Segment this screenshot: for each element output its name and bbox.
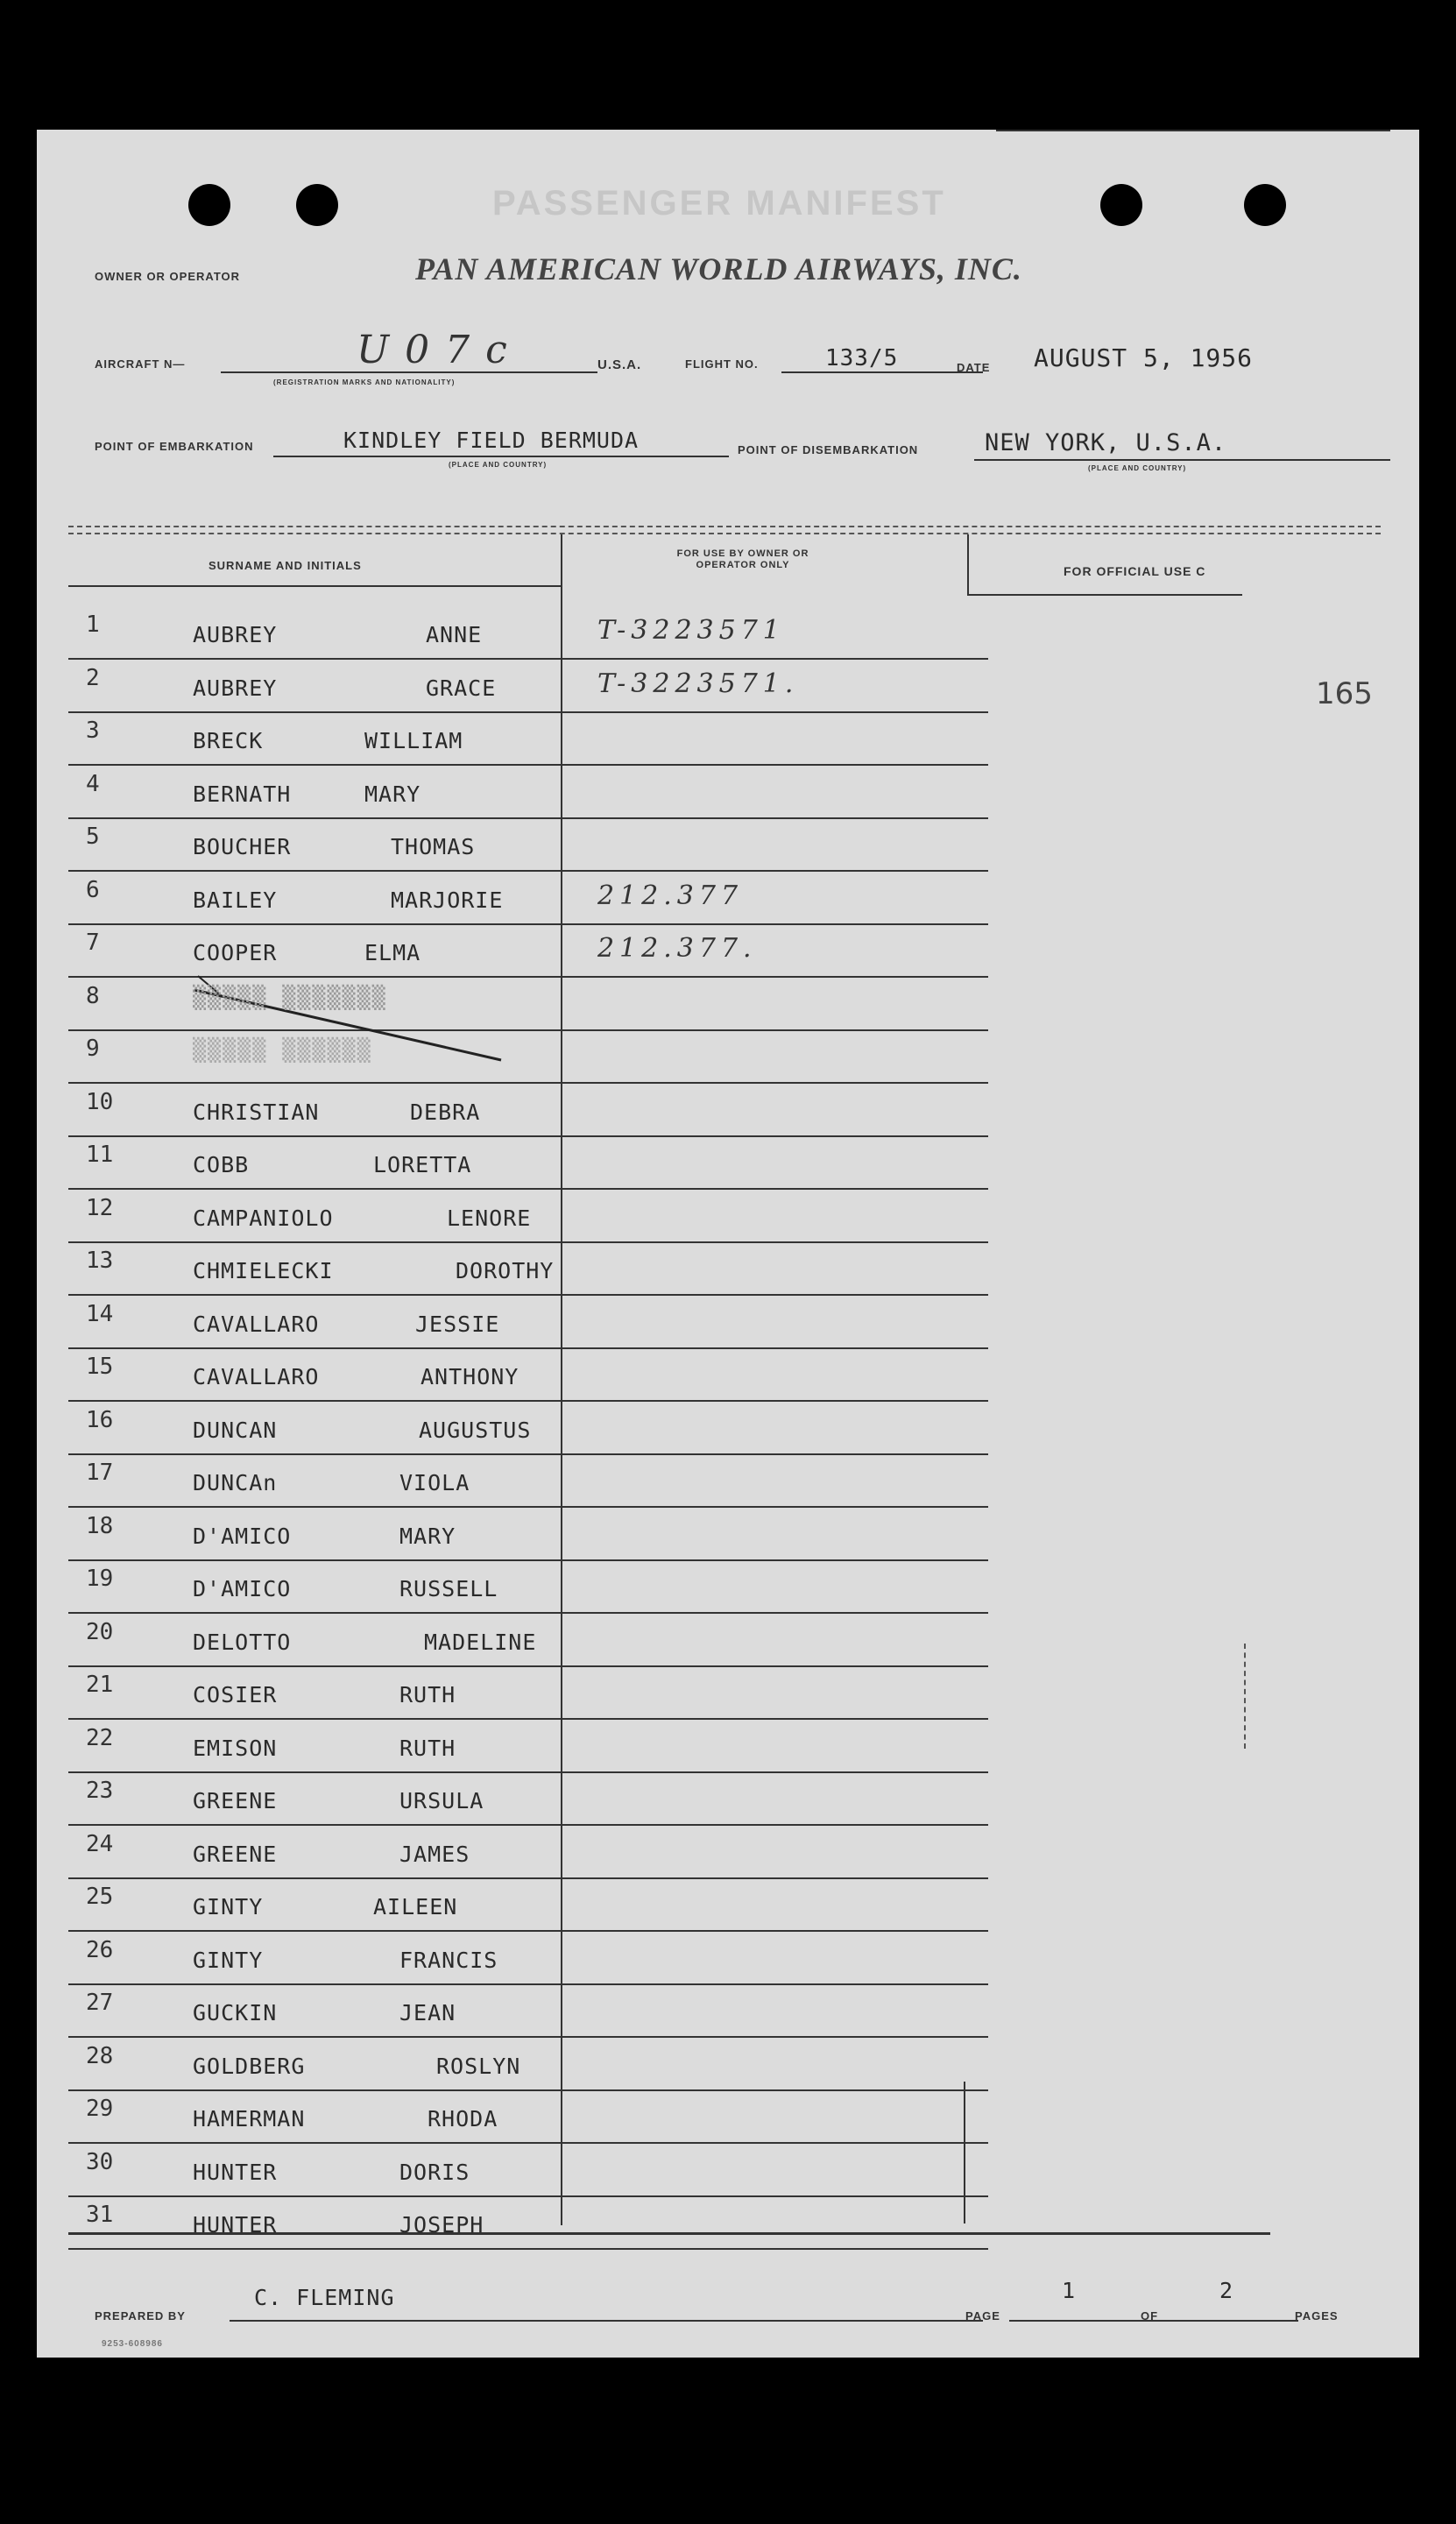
passenger-surname: GUCKIN xyxy=(193,2000,278,2026)
row-number: 10 xyxy=(86,1089,114,1115)
table-row xyxy=(37,1614,1000,1667)
passenger-surname: BRECK xyxy=(193,728,264,753)
row-number: 28 xyxy=(86,2043,114,2069)
passenger-given-name: AILEEN xyxy=(373,1894,458,1920)
passenger-given-name: LENORE xyxy=(447,1205,532,1231)
table-row xyxy=(37,1242,1000,1296)
passenger-given-name: JAMES xyxy=(399,1842,470,1867)
table-row xyxy=(37,1136,1000,1190)
row-number: 18 xyxy=(86,1513,114,1539)
struck-entry: ▒▒▒▒▒ ▒▒▒▒▒▒ xyxy=(193,1037,372,1063)
passenger-given-name: DOROTHY xyxy=(456,1258,555,1283)
side-number: 165 xyxy=(1316,676,1373,711)
passenger-given-name: RUSSELL xyxy=(399,1576,498,1601)
table-row xyxy=(37,1190,1000,1243)
column-divider xyxy=(1244,1644,1246,1749)
passenger-given-name: JEAN xyxy=(399,2000,456,2026)
owner-label: OWNER OR OPERATOR xyxy=(95,270,241,283)
passenger-given-name: DORIS xyxy=(399,2160,470,2185)
passenger-given-name: THOMAS xyxy=(391,834,476,859)
row-rule xyxy=(68,2248,988,2250)
table-row xyxy=(37,1084,1000,1137)
passenger-surname: AUBREY xyxy=(193,622,278,647)
passenger-surname: DUNCAN xyxy=(193,1418,278,1443)
passenger-given-name: GRACE xyxy=(426,675,497,701)
passenger-given-name: ROSLYN xyxy=(436,2054,521,2079)
manifest-sheet xyxy=(37,130,1419,2358)
row-number: 25 xyxy=(86,1884,114,1910)
passenger-surname: BOUCHER xyxy=(193,834,292,859)
passenger-given-name: RHODA xyxy=(428,2106,498,2132)
passenger-surname: HAMERMAN xyxy=(193,2106,306,2132)
table-row xyxy=(37,1984,1000,2038)
passenger-given-name: AUGUSTUS xyxy=(419,1418,532,1443)
embark-label: POINT OF EMBARKATION xyxy=(95,440,254,453)
row-number: 5 xyxy=(86,824,100,850)
table-top-rule xyxy=(68,526,1381,527)
table-row xyxy=(37,1508,1000,1561)
row-number: 23 xyxy=(86,1778,114,1804)
row-number: 29 xyxy=(86,2096,114,2122)
row-number: 27 xyxy=(86,1990,114,2016)
passenger-surname: GREENE xyxy=(193,1788,278,1813)
row-number: 31 xyxy=(86,2202,114,2228)
table-row xyxy=(37,2196,1000,2250)
table-row xyxy=(37,712,1000,766)
table-row xyxy=(37,1454,1000,1508)
table-row xyxy=(37,1826,1000,1879)
of-label: OF xyxy=(1141,2309,1159,2323)
col-header-official: FOR OFFICIAL USE C xyxy=(1064,564,1206,578)
disembark-value: NEW YORK, U.S.A. xyxy=(985,429,1227,456)
passenger-surname: COSIER xyxy=(193,1682,278,1707)
operator-note: T-3223571. xyxy=(597,668,799,699)
passenger-surname: BAILEY xyxy=(193,887,278,913)
table-row xyxy=(37,2090,1000,2144)
passenger-surname: D'AMICO xyxy=(193,1524,292,1549)
passenger-given-name: WILLIAM xyxy=(364,728,463,753)
owner-name: PAN AMERICAN WORLD AIRWAYS, INC. xyxy=(415,251,1022,286)
table-row xyxy=(37,606,1000,660)
passenger-given-name: JOSEPH xyxy=(399,2212,484,2238)
passenger-given-name: ANNE xyxy=(426,622,483,647)
passenger-given-name: RUTH xyxy=(399,1682,456,1707)
table-row xyxy=(37,660,1000,713)
page-label: PAGE xyxy=(965,2309,1000,2323)
passenger-surname: GREENE xyxy=(193,1842,278,1867)
passenger-given-name: ELMA xyxy=(364,940,421,965)
row-number: 9 xyxy=(86,1036,100,1062)
manifest-title: PASSENGER MANIFEST xyxy=(492,184,946,223)
passenger-surname: GINTY xyxy=(193,1894,264,1920)
passenger-given-name: URSULA xyxy=(399,1788,484,1813)
aircraft-sub: (REGISTRATION MARKS AND NATIONALITY) xyxy=(273,378,456,386)
row-number: 15 xyxy=(86,1354,114,1380)
passenger-given-name: JESSIE xyxy=(415,1311,500,1337)
row-number: 30 xyxy=(86,2149,114,2175)
disembark-sub: (PLACE AND COUNTRY) xyxy=(1088,464,1187,472)
passenger-surname: COOPER xyxy=(193,940,278,965)
passenger-surname: GINTY xyxy=(193,1948,264,1973)
passenger-surname: CHRISTIAN xyxy=(193,1099,320,1125)
row-number: 21 xyxy=(86,1672,114,1698)
date-label: DATE xyxy=(957,361,991,374)
passenger-surname: CAMPANIOLO xyxy=(193,1205,334,1231)
row-number: 11 xyxy=(86,1142,114,1168)
passenger-surname: GOLDBERG xyxy=(193,2054,306,2079)
passenger-surname: AUBREY xyxy=(193,675,278,701)
column-divider xyxy=(967,534,969,596)
pages-label: PAGES xyxy=(1295,2309,1339,2323)
row-number: 20 xyxy=(86,1619,114,1645)
passenger-given-name: LORETTA xyxy=(373,1152,472,1177)
table-row xyxy=(37,1030,1000,1084)
passenger-given-name: DEBRA xyxy=(410,1099,481,1125)
table-row xyxy=(37,1772,1000,1826)
aircraft-value: U07c xyxy=(357,328,523,372)
passenger-surname: EMISON xyxy=(193,1736,278,1761)
disembark-label: POINT OF DISEMBARKATION xyxy=(738,443,919,456)
punch-hole xyxy=(296,184,338,226)
passenger-given-name: VIOLA xyxy=(399,1470,470,1495)
table-row xyxy=(37,2038,1000,2091)
usa-label: U.S.A. xyxy=(597,357,642,372)
row-number: 22 xyxy=(86,1725,114,1751)
punch-hole xyxy=(1244,184,1286,226)
table-row xyxy=(37,766,1000,819)
passenger-given-name: MADELINE xyxy=(424,1630,537,1655)
passenger-given-name: RUTH xyxy=(399,1736,456,1761)
operator-note: 212.377. xyxy=(597,933,757,964)
passenger-surname: DELOTTO xyxy=(193,1630,292,1655)
table-row xyxy=(37,872,1000,925)
row-number: 14 xyxy=(86,1301,114,1327)
passenger-surname: BERNATH xyxy=(193,781,292,807)
col-header-owner: FOR USE BY OWNER OR OPERATOR ONLY xyxy=(676,548,809,570)
row-number: 1 xyxy=(86,612,100,638)
table-row xyxy=(37,1720,1000,1773)
row-number: 26 xyxy=(86,1937,114,1963)
table-row xyxy=(37,1296,1000,1349)
aircraft-label: AIRCRAFT N— xyxy=(95,357,186,371)
row-number: 19 xyxy=(86,1566,114,1592)
passenger-surname: CHMIELECKI xyxy=(193,1258,334,1283)
passenger-given-name: ANTHONY xyxy=(421,1364,519,1389)
of-value: 2 xyxy=(1219,2278,1234,2303)
punch-hole xyxy=(1100,184,1142,226)
row-number: 6 xyxy=(86,877,100,903)
passenger-surname: DUNCAn xyxy=(193,1470,278,1495)
embark-value: KINDLEY FIELD BERMUDA xyxy=(343,428,640,453)
page-value: 1 xyxy=(1062,2278,1077,2303)
operator-note: 212.377 xyxy=(597,880,744,911)
row-number: 3 xyxy=(86,718,100,744)
row-number: 2 xyxy=(86,665,100,691)
row-number: 4 xyxy=(86,771,100,797)
passenger-surname: COBB xyxy=(193,1152,250,1177)
passenger-given-name: MARJORIE xyxy=(391,887,504,913)
struck-entry: ▒▒▒▒▒ ▒▒▒▒▒▒▒ xyxy=(193,985,387,1010)
punch-hole xyxy=(188,184,230,226)
embark-sub: (PLACE AND COUNTRY) xyxy=(449,461,548,469)
passenger-surname: HUNTER xyxy=(193,2160,278,2185)
row-number: 7 xyxy=(86,930,100,956)
passenger-surname: CAVALLARO xyxy=(193,1364,320,1389)
flight-label: FLIGHT NO. xyxy=(685,357,759,371)
table-row xyxy=(37,1348,1000,1402)
table-row xyxy=(37,924,1000,978)
prepared-label: PREPARED BY xyxy=(95,2309,186,2323)
form-number: 9253-608986 xyxy=(102,2339,163,2349)
row-number: 13 xyxy=(86,1248,114,1274)
operator-note: T-3223571 xyxy=(597,615,785,646)
row-number: 8 xyxy=(86,983,100,1009)
passenger-given-name: MARY xyxy=(399,1524,456,1549)
table-row xyxy=(37,1878,1000,1932)
col-header-name: SURNAME AND INITIALS xyxy=(209,559,362,572)
flight-value: 133/5 xyxy=(825,345,899,371)
passenger-given-name: FRANCIS xyxy=(399,1948,498,1973)
prepared-value: C. FLEMING xyxy=(254,2285,395,2310)
table-row xyxy=(37,978,1000,1031)
row-number: 17 xyxy=(86,1460,114,1486)
table-row xyxy=(37,1560,1000,1614)
table-row xyxy=(37,1932,1000,1985)
table-row xyxy=(37,1402,1000,1455)
passenger-surname: HUNTER xyxy=(193,2212,278,2238)
row-number: 16 xyxy=(86,1407,114,1433)
table-row xyxy=(37,818,1000,872)
date-value: AUGUST 5, 1956 xyxy=(1034,343,1254,372)
row-number: 24 xyxy=(86,1831,114,1857)
table-row xyxy=(37,2144,1000,2197)
passenger-given-name: MARY xyxy=(364,781,421,807)
passenger-surname: D'AMICO xyxy=(193,1576,292,1601)
row-number: 12 xyxy=(86,1195,114,1221)
table-row xyxy=(37,1666,1000,1720)
passenger-surname: CAVALLARO xyxy=(193,1311,320,1337)
